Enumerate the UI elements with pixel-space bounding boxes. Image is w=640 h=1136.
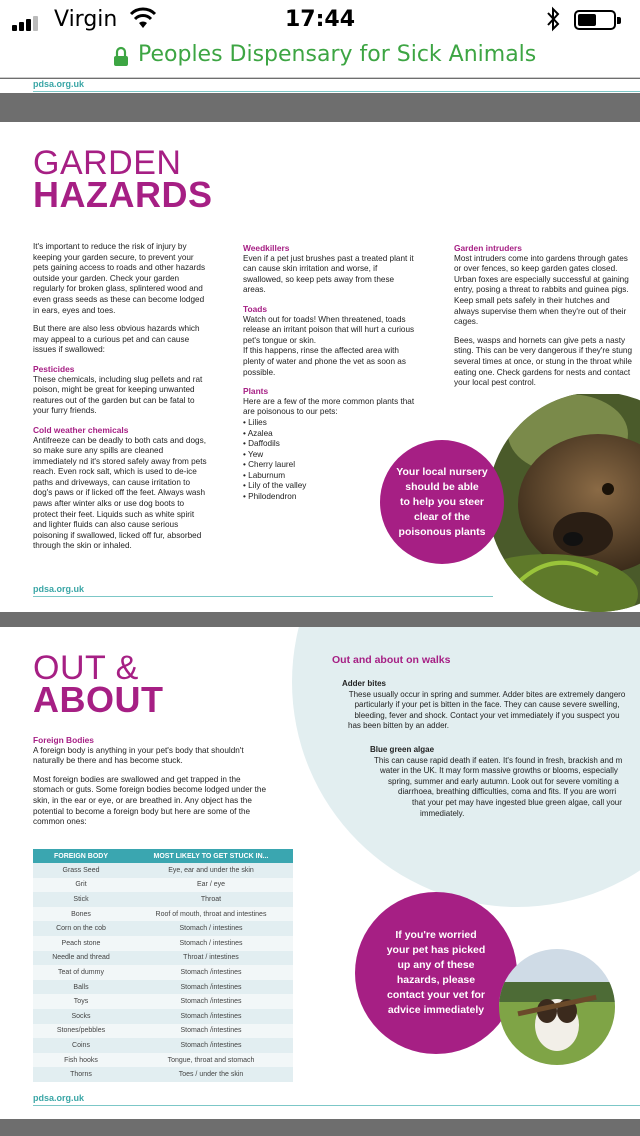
location-cell: Roof of mouth, throat and intestines: [129, 907, 293, 922]
foreign-body-cell: Coins: [33, 1038, 129, 1053]
intro-paragraph-2: But there are also less obvious hazards which may appeal to a curious pet and can cause issues if swallowed:: [33, 324, 200, 355]
nursery-callout: [380, 440, 504, 564]
pesticides-heading: Pesticides: [33, 363, 75, 374]
callout-line: your pet has picked: [386, 944, 486, 956]
callout-line: clear of the: [413, 510, 470, 523]
bluetooth-icon: [545, 6, 561, 32]
algae-line: water in the UK. It may form massive growths or blooms, especially: [380, 766, 618, 776]
footer-url[interactable]: pdsa.org.uk: [33, 584, 85, 594]
table-row: [33, 878, 293, 893]
weedkillers-heading: Weedkillers: [243, 243, 290, 253]
dog-with-stick-photo: [497, 947, 617, 1067]
toads-text: Watch out for toads! When threatened, toads release an irritant poison that will hurt a curious pet's tongue or skin.: [243, 314, 415, 345]
location-cell: Stomach / intestines: [129, 936, 293, 951]
table-row: [33, 936, 293, 951]
garden-column-1: [33, 242, 208, 560]
location-cell: Stomach /intestines: [129, 965, 293, 980]
list-item: • Philodendron: [243, 492, 297, 502]
divider: [33, 596, 493, 597]
adder-heading: Adder bites: [342, 679, 387, 688]
table-row: [33, 892, 293, 907]
cold-weather-heading: Cold weather chemicals: [33, 424, 129, 435]
location-cell: Throat / intestines: [129, 951, 293, 966]
list-item: • Yew: [243, 449, 264, 459]
footer-url[interactable]: pdsa.org.uk: [33, 79, 85, 89]
list-item: • Daffodils: [243, 439, 280, 449]
garden-hazards-page: [0, 122, 640, 612]
pesticides-text: These chemicals, including slug pellets and rat poison, might be great for keeping unwanted reatures out of the garden but can be fatal to your furry friends.: [33, 374, 203, 416]
plants-intro: Here are a few of the more common plants that are poisonous to our pets:: [243, 396, 415, 417]
list-item: • Cherry laurel: [243, 460, 296, 470]
algae-line: immediately.: [420, 808, 465, 818]
battery-icon: [574, 10, 616, 30]
clock: 17:44: [284, 7, 356, 32]
intro-paragraph: It's important to reduce the risk of injury by keeping your garden secure, to prevent your pets gaining access to roads and other hazards outside your garden. Check your garden regularly for broken glass, splintered wood and even grass seeds as these can become lodged in ears, eyes and toes.: [33, 242, 206, 315]
table-row: [33, 951, 293, 966]
location-cell: Stomach /intestines: [129, 994, 293, 1009]
location-cell: Stomach /intestines: [129, 1024, 293, 1039]
table-row: [33, 965, 293, 980]
algae-line: diarrhoea, breathing difficulties, coma and fits. If you are worri: [398, 787, 617, 797]
footer-url[interactable]: pdsa.org.uk: [33, 1093, 85, 1103]
table-row: [33, 1024, 293, 1039]
foreign-bodies-column: [33, 735, 273, 836]
lock-icon: [113, 46, 129, 68]
foreign-body-cell: Socks: [33, 1009, 129, 1024]
walks-heading: Out and about on walks: [332, 654, 451, 666]
algae-line: that your pet may have ingested blue green algae, call your: [412, 797, 622, 807]
weedkillers-text: Even if a pet just brushes past a treated plant it can cause skin irritation and worse, if swallowed, so keep pets away from these areas.: [243, 253, 414, 295]
location-cell: Stomach /intestines: [129, 1038, 293, 1053]
foreign-bodies-text: A foreign body is anything in your pet's body that shouldn't naturally be there and has become stuck.: [33, 745, 244, 766]
table-row: [33, 994, 293, 1009]
foreign-bodies-table: [33, 849, 293, 1082]
column-header: MOST LIKELY TO GET STUCK IN...: [129, 849, 293, 863]
adder-line: These usually occur in spring and summer. Adder bites are extremely dangero: [348, 689, 626, 699]
foreign-body-cell: Teat of dummy: [33, 965, 129, 980]
divider: [33, 1105, 640, 1106]
status-bar: [0, 0, 640, 40]
table-row: [33, 1009, 293, 1024]
address-bar[interactable]: [0, 40, 640, 78]
out-and-about-page: [0, 627, 640, 1119]
algae-line: This can cause rapid death if eaten. It's found in fresh, brackish and m: [374, 755, 623, 765]
list-item: • Laburnum: [243, 470, 286, 480]
foreign-body-cell: Toys: [33, 994, 129, 1009]
algae-heading: Blue green algae: [370, 745, 435, 754]
cold-weather-text: Antifreeze can be deadly to both cats and dogs, so make sure any spills are cleaned immediately nd it's stored safely away from pets reach. Even rock salt, which is used to de-ice paths and driveways, can cause irritation to dog's paws or if licked off the feet. Always wash paws after winter alks or use dog boots to protect their feet. Liquids such as white spirit and lighter fluids can also cause serious poisoning if swallowed, licked off fur, absorbed through the skin or inhaled.: [33, 435, 207, 551]
bees-text: Bees, wasps and hornets can give pets a nasty sting. This can be very dangerous if they're stung several times at once, or stung in the throat while eating one. Check gardens for nests and contact your local pest control.: [454, 335, 632, 388]
algae-line: spring, summer and early autumn. Look out for severe vomiting a: [388, 776, 619, 786]
callout-line: hazards, please: [396, 974, 476, 986]
location-cell: Eye, ear and under the skin: [129, 863, 293, 878]
garden-column-3: [454, 243, 634, 397]
callout-line: poisonous plants: [398, 525, 486, 538]
plants-heading: Plants: [243, 386, 269, 397]
location-cell: Throat: [129, 892, 293, 907]
callout-line: advice immediately: [387, 1004, 485, 1016]
carrier-name: Virgin: [54, 7, 118, 32]
toads-text-2: If this happens, rinse the affected area with plenty of water and phone the vet as soon as possible.: [243, 346, 406, 377]
location-cell: Ear / eye: [129, 878, 293, 893]
adder-line: particularly if your pet is bitten in the face. They can cause severe swelling,: [354, 700, 620, 710]
intruders-heading: Garden intruders: [454, 243, 522, 253]
callout-line: If you're worried: [395, 929, 477, 941]
callout-line: Your local nursery: [396, 465, 488, 478]
location-cell: Stomach /intestines: [129, 1009, 293, 1024]
table-row: [33, 1053, 293, 1068]
location-cell: Toes / under the skin: [129, 1067, 293, 1082]
adder-line: bleeding, fever and shock. Contact your vet immediately if you suspect you: [354, 710, 620, 720]
intruders-text: Most intruders come into gardens through gates or over fences, so keep garden gates closed. Urban foxes are especially successful at gaining entry, posing a threat to rabbits and guinea pigs. Keep small pets safely in their hutches and always supervise them when they're out of their cages.: [454, 253, 629, 327]
callout-line: up any of these: [397, 959, 475, 971]
divider: [33, 91, 640, 92]
foreign-body-cell: Grit: [33, 878, 129, 893]
foreign-body-cell: Stones/pebbles: [33, 1024, 129, 1039]
foreign-body-cell: Needle and thread: [33, 951, 129, 966]
page-title: Peoples Dispensary for Sick Animals: [138, 42, 537, 67]
toads-heading: Toads: [243, 303, 268, 314]
callout-line: contact your vet for: [386, 989, 486, 1001]
table-row: [33, 980, 293, 995]
adder-section: [342, 679, 640, 732]
worried-callout: [355, 892, 517, 1054]
list-item: • Lilies: [243, 417, 267, 427]
table-row: [33, 863, 293, 878]
list-item: • Azalea: [243, 428, 273, 438]
foreign-bodies-heading: Foreign Bodies: [33, 735, 94, 745]
algae-section: [370, 745, 640, 819]
callout-line: to help you steer: [399, 495, 484, 508]
foreign-body-cell: Fish hooks: [33, 1053, 129, 1068]
garden-title-light: GARDEN: [33, 144, 182, 182]
previous-page-strip: [0, 79, 640, 93]
foreign-body-cell: Balls: [33, 980, 129, 995]
garden-title-bold: HAZARDS: [33, 174, 213, 215]
foreign-body-cell: Stick: [33, 892, 129, 907]
location-cell: Tongue, throat and stomach: [129, 1053, 293, 1068]
dog-photo: [488, 394, 640, 612]
foreign-body-cell: Peach stone: [33, 936, 129, 951]
table-row: [33, 1038, 293, 1053]
list-item: • Lily of the valley: [243, 481, 307, 491]
foreign-body-cell: Thorns: [33, 1067, 129, 1082]
location-cell: Stomach / intestines: [129, 921, 293, 936]
about-title-light: OUT &: [33, 649, 139, 687]
table-row: [33, 1067, 293, 1082]
foreign-body-cell: Bones: [33, 907, 129, 922]
adder-line: has been bitten by an adder.: [348, 721, 449, 731]
foreign-body-cell: Corn on the cob: [33, 921, 129, 936]
about-title-bold: ABOUT: [33, 679, 164, 720]
callout-line: should be able: [405, 480, 479, 493]
location-cell: Stomach /intestines: [129, 980, 293, 995]
foreign-bodies-text-2: Most foreign bodies are swallowed and get trapped in the stomach or guts. Some foreign bodies become lodged under the skin, in the ear or eye, or are breathed in. Any object has the potential to become a foreign body but here are some of the common ones:: [33, 774, 267, 827]
column-header: FOREIGN BODY: [33, 849, 129, 863]
foreign-body-cell: Grass Seed: [33, 863, 129, 878]
table-row: [33, 907, 293, 922]
table-row: [33, 921, 293, 936]
